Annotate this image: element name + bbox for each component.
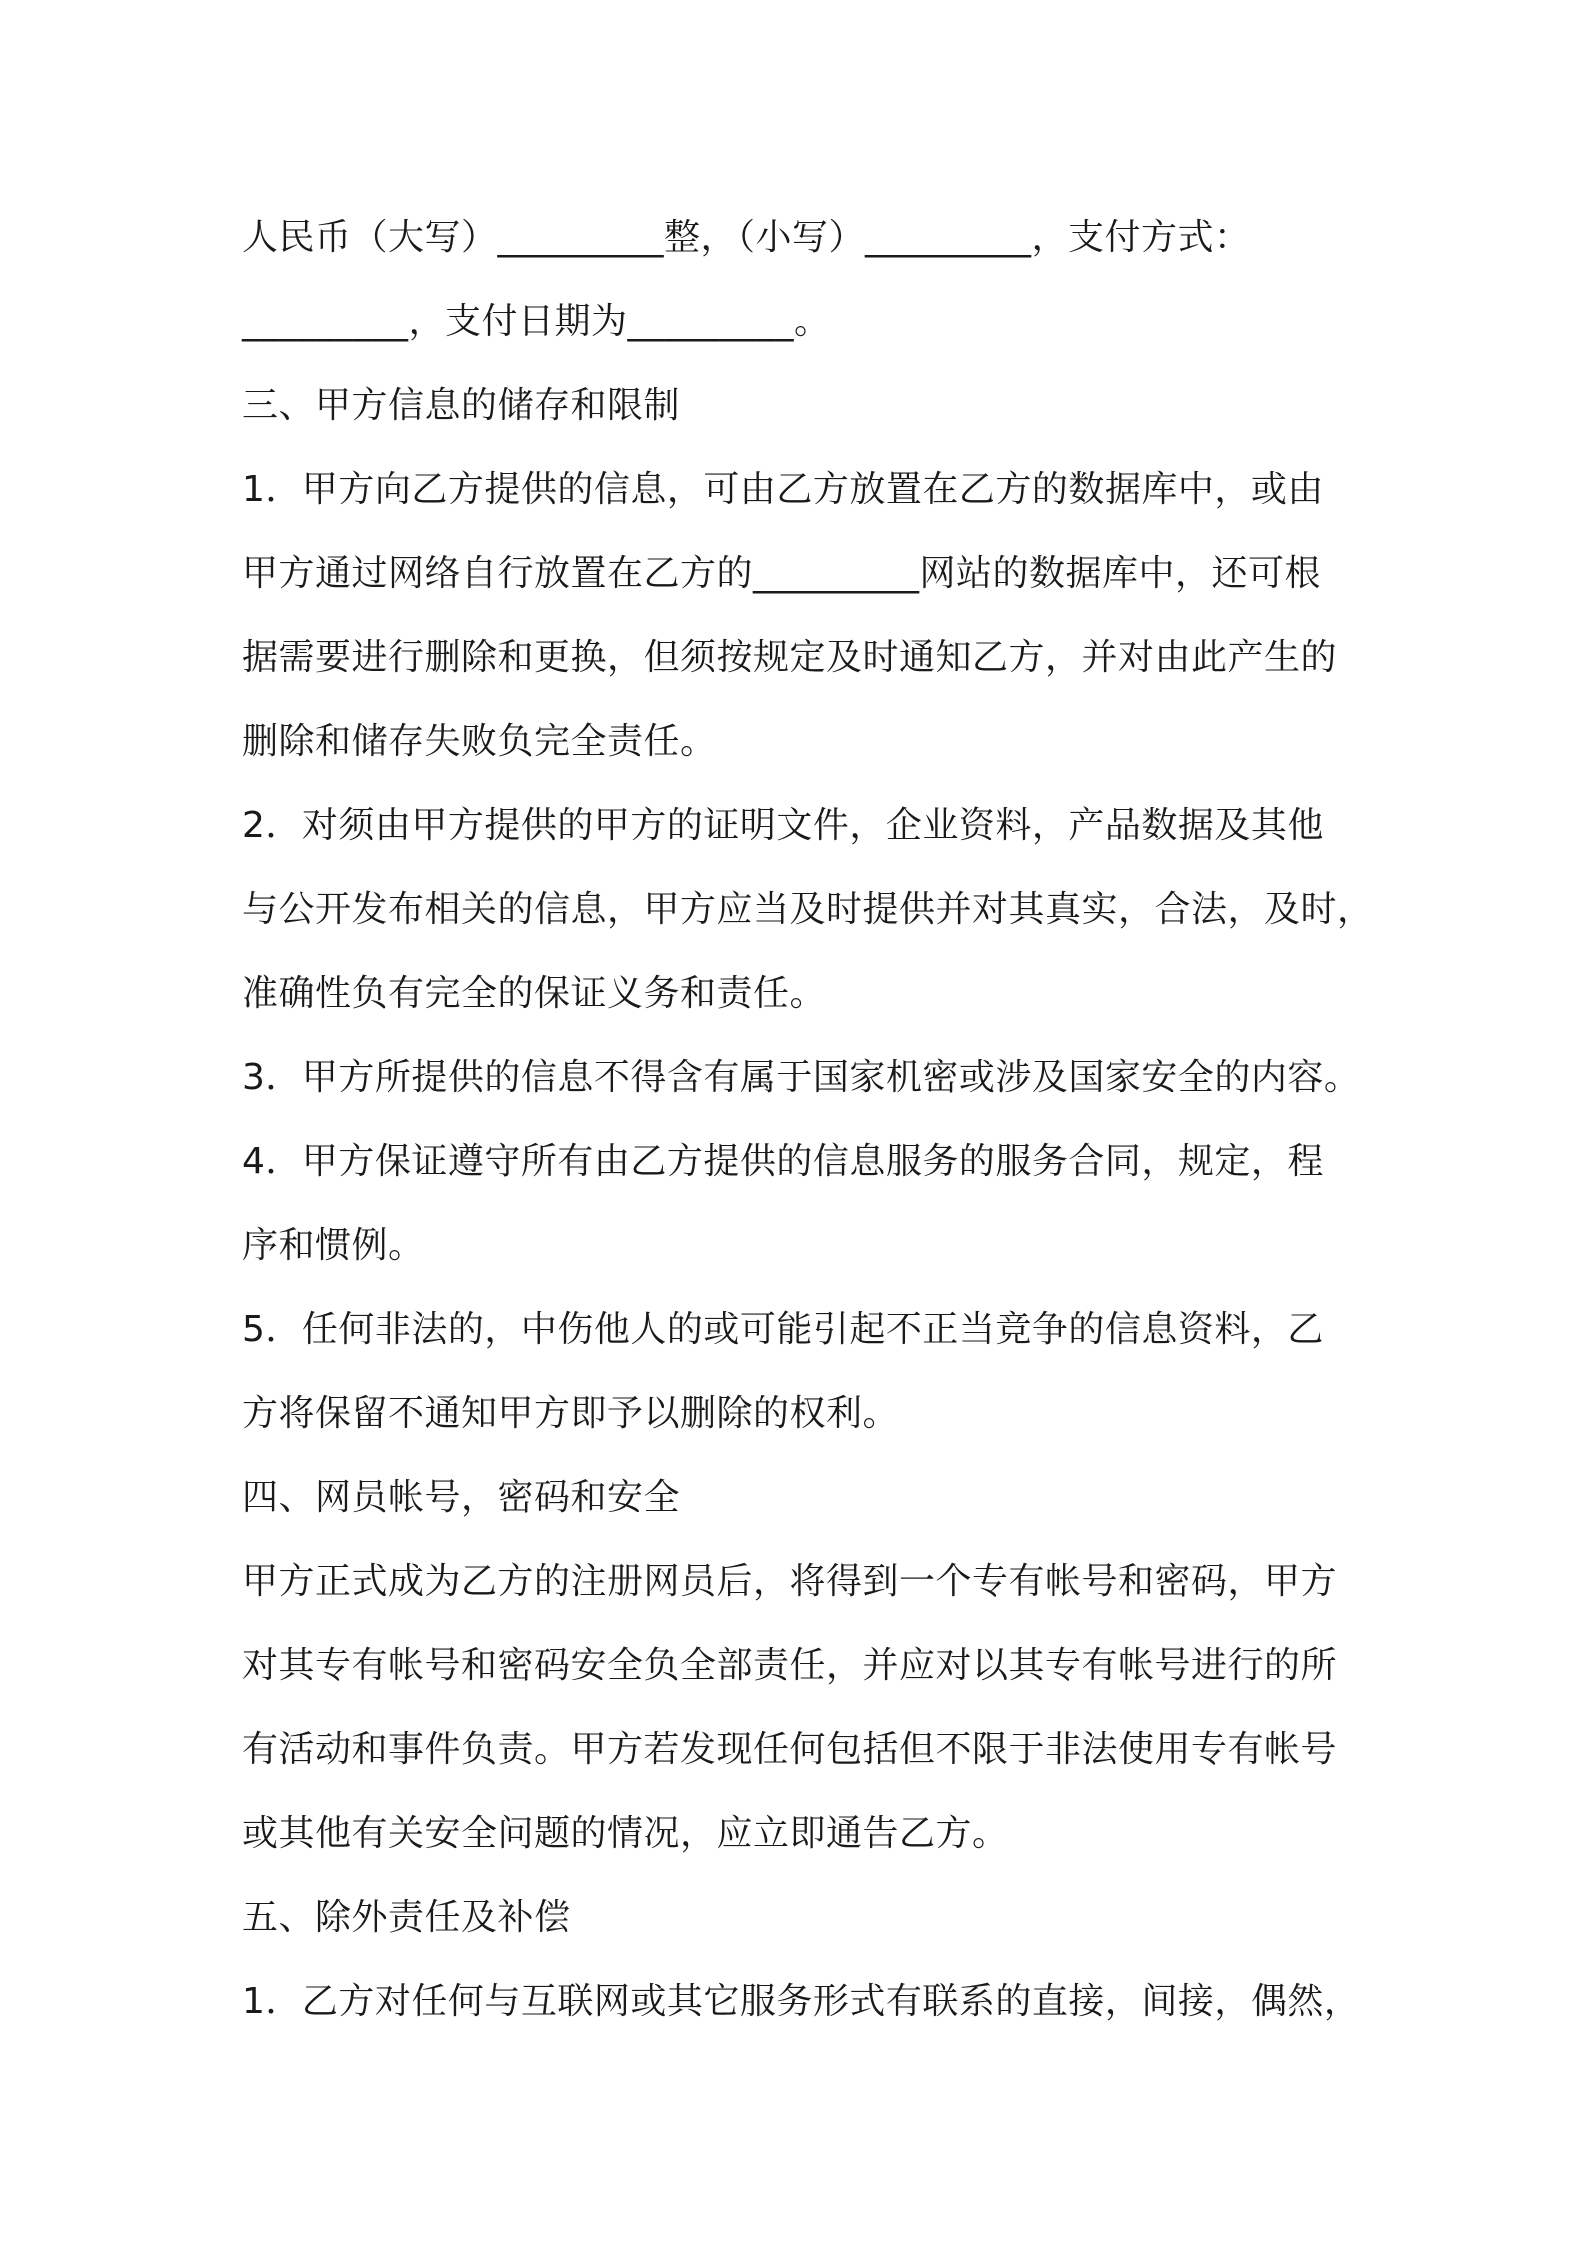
text-line: 准确性负有完全的保证义务和责任。 (242, 973, 827, 1014)
text-line: 有活动和事件负责。甲方若发现任何包括但不限于非法使用专有帐号 (242, 1729, 1338, 1770)
text-line: _________，支付日期为_________。 (242, 301, 831, 342)
text-line: 2．对须由甲方提供的甲方的证明文件，企业资料，产品数据及其他 (242, 805, 1324, 846)
text-line: 1．乙方对任何与互联网或其它服务形式有联系的直接，间接，偶然， (242, 1981, 1361, 2022)
text-line: 或其他有关安全问题的情况，应立即通告乙方。 (242, 1813, 1009, 1854)
text-line: 甲方通过网络自行放置在乙方的_________网站的数据库中，还可根 (242, 553, 1322, 594)
text-line: 对其专有帐号和密码安全负全部责任，并应对以其专有帐号进行的所 (242, 1645, 1338, 1686)
text-line: 甲方正式成为乙方的注册网员后，将得到一个专有帐号和密码，甲方 (242, 1561, 1338, 1602)
text-line: 人民币（大写）_________整，（小写）_________，支付方式： (242, 217, 1251, 258)
text-line: 序和惯例。 (242, 1225, 425, 1266)
text-line: 1．甲方向乙方提供的信息，可由乙方放置在乙方的数据库中，或由 (242, 469, 1324, 510)
text-line: 与公开发布相关的信息，甲方应当及时提供并对其真实，合法，及时， (242, 889, 1374, 930)
text-line: 据需要进行删除和更换，但须按规定及时通知乙方，并对由此产生的 (242, 637, 1338, 678)
text-line: 删除和储存失败负完全责任。 (242, 721, 717, 762)
text-line: 方将保留不通知甲方即予以删除的权利。 (242, 1393, 900, 1434)
document-body (242, 196, 1374, 2044)
text-line: 3．甲方所提供的信息不得含有属于国家机密或涉及国家安全的内容。 (242, 1057, 1361, 1098)
text-line: 4．甲方保证遵守所有由乙方提供的信息服务的服务合同，规定，程 (242, 1141, 1324, 1182)
section-heading: 五、除外责任及补偿 (242, 1897, 571, 1938)
text-line: 5．任何非法的，中伤他人的或可能引起不正当竞争的信息资料，乙 (242, 1309, 1324, 1350)
section-heading: 三、甲方信息的储存和限制 (242, 385, 681, 426)
section-heading: 四、网员帐号，密码和安全 (242, 1477, 681, 1518)
